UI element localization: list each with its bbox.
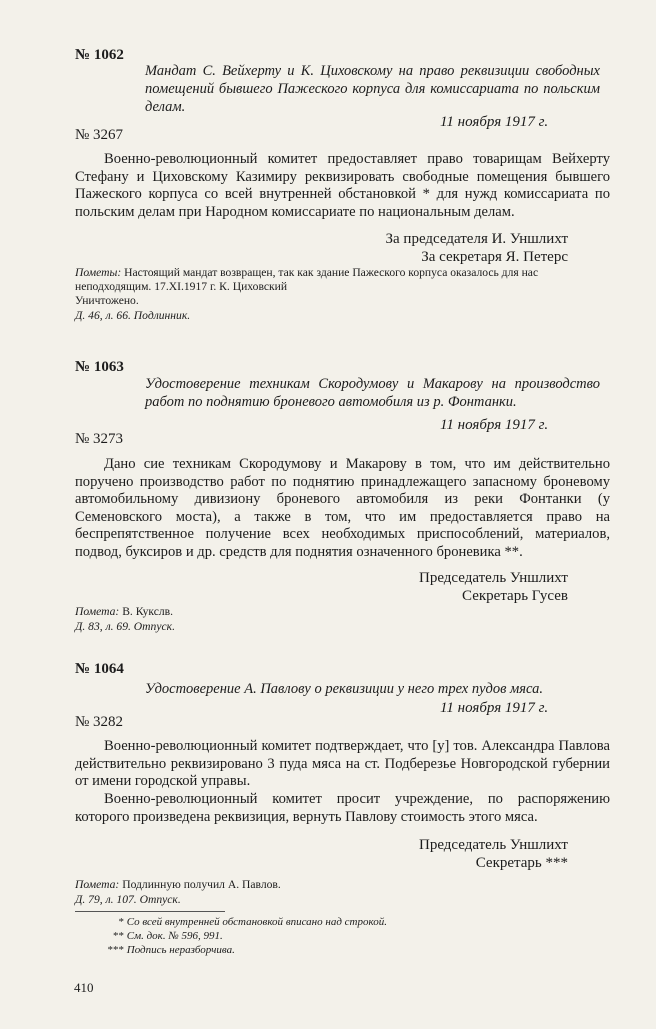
- page-number: 410: [74, 980, 94, 995]
- notes-text: В. Кукслв.: [122, 605, 174, 618]
- reg-number: № 3282: [75, 714, 124, 730]
- archive-ref: Д. 83, л. 69. Отпуск.: [75, 620, 175, 633]
- doc-body: Военно-революционный комитет предоставляет право товарищам Вейхерту Стефану и Циховскому Казимиру реквизировать свободные помещения бывшего Пажеского корпуса со всей внутренней обстановкой * для нужд комиссариата по польским делам при Народном комиссариате по национальным делам.: [75, 151, 610, 220]
- doc-number: № 1064: [75, 661, 124, 677]
- footnote-text: Со всей внутренней обстановкой: [126, 916, 284, 928]
- doc-title: Удостоверение А. Павлову о реквизиции у него трех пудов мяса.: [145, 681, 543, 697]
- footnote: [102, 930, 223, 944]
- notes-line: Уничтожено.: [75, 294, 139, 307]
- footnote-divider: [75, 911, 225, 912]
- notes-text: Подлинную получил А. Павлов.: [122, 878, 281, 891]
- signature-chair: Председатель Уншлихт: [419, 570, 568, 586]
- signature-chair: Председатель Уншлихт: [419, 837, 568, 853]
- doc-date: 11 ноября 1917 г.: [440, 417, 549, 433]
- notes-text: Настоящий мандат возвращен, так как здание Пажеского корпуса оказалось для нас неподходящим. 17.XI.1917 г. К. Циховский: [75, 266, 539, 293]
- footnote-mark: *: [118, 916, 124, 928]
- notes: [75, 266, 610, 294]
- notes: [75, 605, 173, 619]
- footnote: [102, 916, 387, 930]
- doc-title: Мандат С. Вейхерту и К. Циховскому на право реквизиции свободных помещений бывшего Пажеского корпуса для комиссариата по польским делам.: [145, 63, 600, 115]
- doc-number: № 1062: [75, 47, 124, 63]
- signature-chair: За председателя И. Уншлихт: [385, 231, 568, 247]
- doc-body: Военно-революционный комитет подтверждает, что [у] тов. Александра Павлова действительно реквизировано 3 пуда мяса на ст. Подберезье Новгородской губернии от имени городской управы.: [75, 738, 610, 790]
- footnote-tail: вписано над строкой.: [283, 916, 387, 928]
- footnote-text: См. док. № 596, 991.: [126, 930, 223, 942]
- footnote: [102, 944, 235, 958]
- signature-secretary: За секретаря Я. Петерс: [421, 249, 568, 265]
- footnote-text: Подпись неразборчива.: [126, 944, 235, 956]
- notes-label: Помета:: [75, 878, 120, 891]
- doc-date: 11 ноября 1917 г.: [440, 700, 549, 716]
- reg-number: № 3273: [75, 431, 124, 447]
- notes-label: Помета:: [75, 605, 120, 618]
- doc-body: Дано сие техникам Скородумову и Макарову в том, что им действительно поручено производство работ по поднятию принадлежащего запасному броневому автомобильному дивизиону броневого автомобиля из реки Фонтанки (у Семеновского моста), а также в том, что им предоставляется право на беспрепятственное получение всех необходимых приспособлений, материалов, подвод, буксиров и др. средств для поднятия означенного броневика **.: [75, 456, 610, 560]
- archive-ref: Д. 46, л. 66. Подлинник.: [75, 309, 191, 322]
- doc-date: 11 ноября 1917 г.: [440, 114, 549, 130]
- footnote-mark: ***: [107, 944, 124, 956]
- signature-secretary: Секретарь Гусев: [462, 588, 568, 604]
- notes: [75, 878, 281, 892]
- reg-number: № 3267: [75, 127, 124, 143]
- notes-label: Пометы:: [75, 266, 122, 279]
- archive-ref: Д. 79, л. 107. Отпуск.: [75, 893, 181, 906]
- footnote-mark: **: [113, 930, 124, 942]
- doc-body: Военно-революционный комитет просит учреждение, по распоряжению которого произведена реквизиция, вернуть Павлову стоимость этого мяса.: [75, 791, 610, 825]
- doc-number: № 1063: [75, 359, 124, 375]
- doc-title: Удостоверение техникам Скородумову и Макарову на производство работ по поднятию броневого автомобиля из р. Фонтанки.: [145, 376, 600, 410]
- signature-secretary: Секретарь ***: [475, 855, 568, 871]
